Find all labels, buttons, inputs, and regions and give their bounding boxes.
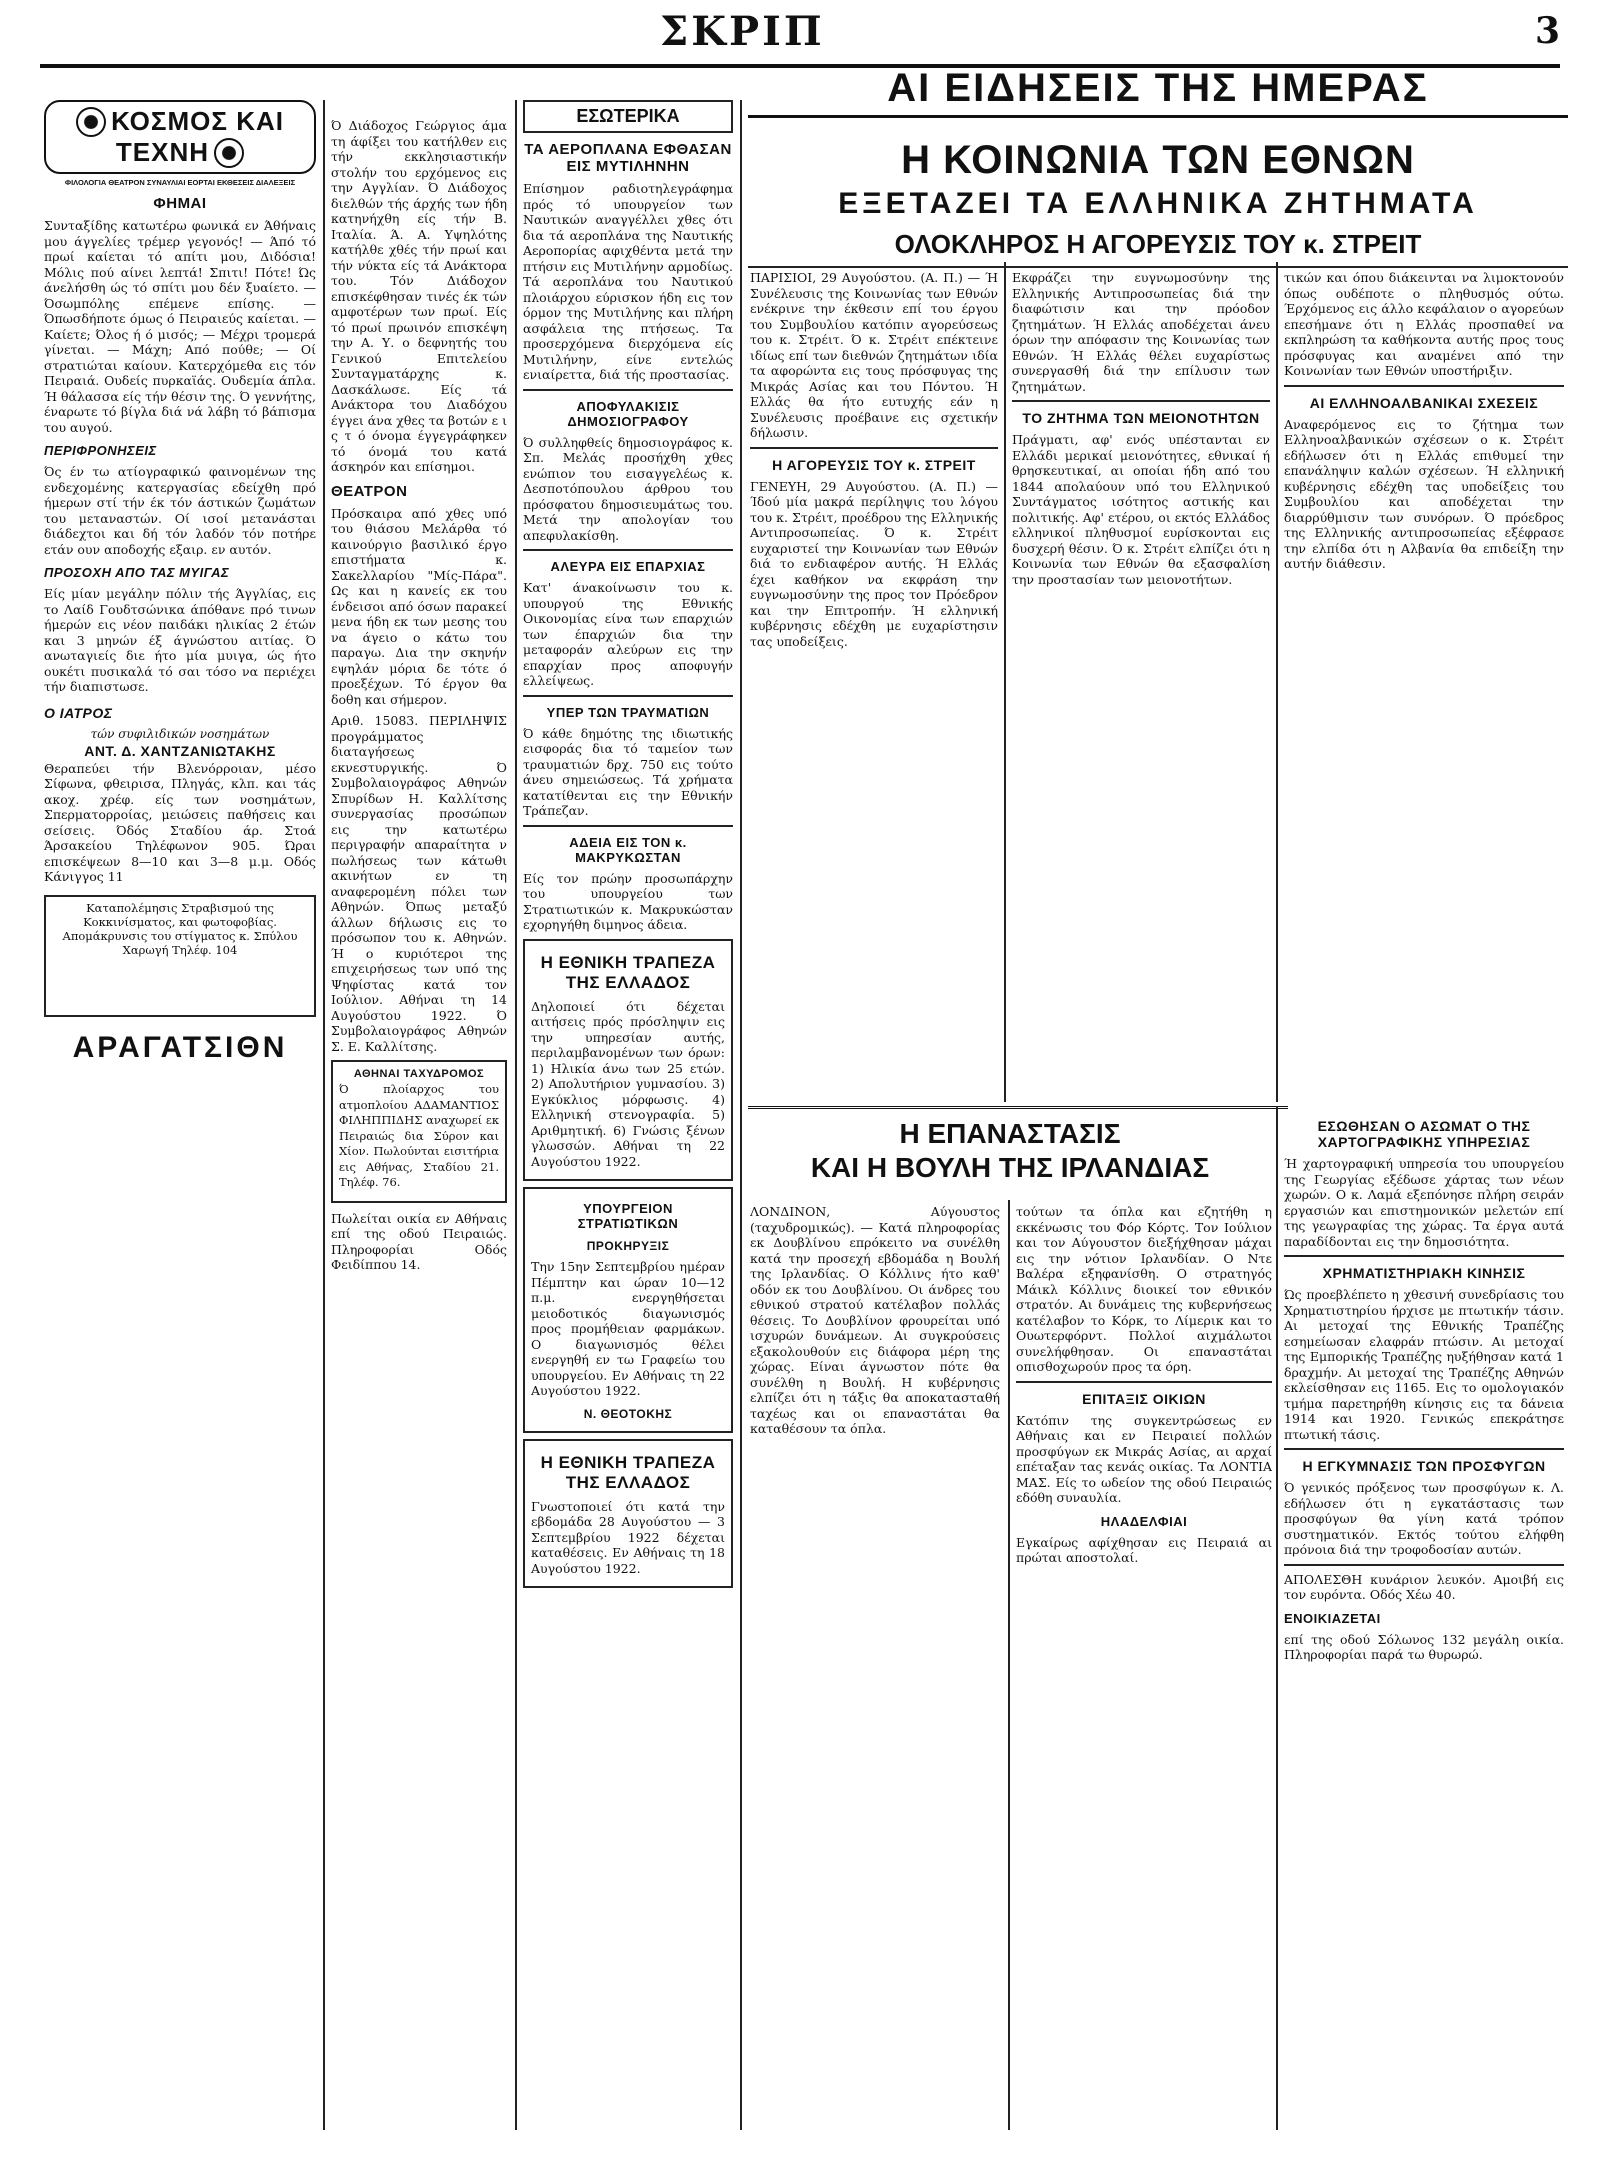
- article-text: Επίσημον ραδιοτηλεγράφημα πρός τό υπουργείον των Ναυτικών αναγγέλλει χθες ότι δια τά αεροπλάνα της Ναυτικής Αεροπορίας αφιχθέντα μετά την πτήσιν εις Μυτιλήνην αρμοδίως. Τά αεροπλάνα του Ναυτικού πλοιάρχου εύρισκον ήδη εις τον όρμον της Μυτιλήνης και πλήρη ασφάλεια της πτήσεως. Τα προσερχόμενα διερχόμενα είς Μυτιλήνην, είνε εντελώς ενιαίρεττα, διά τής προστασίας.: [523, 181, 733, 382]
- ireland-col-2: [1016, 1204, 1272, 2124]
- divider: [523, 389, 733, 391]
- article-text: Αναφερόμενος εις το ζήτημα των Ελληνοαλβανικών σχέσεων ο κ. Στρέιτ εδήλωσεν ότι η Ελλάς επιθυμεί την επανάληψιν καλών σχέσεων. Ή ελληνική κυβέρνησις εδέχθη τας υποδείξεις του Συμβουλίου και αποδέχεται την διαρρύθμισιν των συνόρων. Ό πρόεδρος της Ελληνικής αντιπροσωπείας εξέφρασε την ελπίδα ότι η Αλβανία θα επιδείξη την αυτήν διάθεσιν.: [1284, 416, 1564, 571]
- column-divider: [1008, 1200, 1010, 2130]
- article-text: Ός έν τω ατίογραφικώ φαινομένων της ενδεχομένης κατεργασίας εδείχθη πρό ήμερων στί τήν έκ τόν άστικών ζωμάτων του μεταναστών. Οί ισοί μετανάσται διάδεχτοι και δή τόν λαδόν τόν ποτήρε ετάν ουν αποδοχής εξαιρ. εν αυτόν.: [44, 464, 316, 557]
- headline-perifroniseis: ΠΕΡΙΦΡΟΝΗΣΕΙΣ: [44, 443, 157, 458]
- article-text: Πράγματι, αφ' ενός υπέστανται εν Ελλάδι μερικαί μειονότητες, εθνικαί ή θρησκευτικαί, αι οποίαι ήδη από του 1844 απολαύουν υπό του Ελληνικού Συντάγματος ισότητος αστικής και πολιτικής. Αφ' ετέρου, οι εκτός Ελλάδος ελληνικοί πληθυσμοί ευρίσκονται εις δυσχερή θέσιν. Ό κ. Στρέιτ ελπίζει ότι η Κοινωνία των Εθνών θα εξασφαλίση την προστασίαν των μειονοτήτων.: [1012, 432, 1270, 587]
- article-text: Κατόπιν της συγκεντρώσεως εν Αθήναις και εν Πειραιεί πολλών προσφύγων εκ Μικράς Ασίας, αι αρχαί επέταξαν τας κενάς οικίας. Τα ΛΟΝΤΙΑ ΜΑΣ. Είς το ωδείον της οδού Πειραιώς εδόθη συναυλία.: [1016, 1412, 1272, 1505]
- divider: [1284, 1564, 1564, 1566]
- article-text: Πρόσκαιρα από χθες υπό του θιάσου Μελάρθα τό καινούργιο βασιλικό έργο επιστήματα κ. Σακελλαρίου "Μίς-Πάρα". Ως και η κανείς εκ του ένδεισοι από όσων παρακεί μενα ήδη εκ των μεσης του να άγειο ο κάτω του παραγω. Δια την σκηνήν εψηλάν μόρια δε τότε ό προεξέχων. Τό έργον θα δοθη και σήμερον.: [331, 505, 507, 707]
- divider: [1012, 400, 1270, 402]
- headline-theatron: ΘΕΑΤΡΟΝ: [331, 482, 408, 500]
- headline-aleyra: ΑΛΕΥΡΑ ΕΙΣ ΕΠΑΡΧΙΑΣ: [550, 559, 706, 574]
- classified-ad: ΑΠΟΛΕΣΘΗ κυνάριον λευκόν. Αμοιβή εις τον ευρόντα. Οδός Χέω 40.: [1284, 1571, 1564, 1602]
- article-text: Κατ' άνακοίνωσιν του κ. υπουργού της Εθνικής Οικονομίας είνα των επαρχιών των έπαρχιών δια την μεταφοράν αλεύρων εις την επαρχίαν προς αποφυγήν ελλείψεως.: [523, 580, 733, 688]
- rent-text: επί της οδού Σόλωνος 132 μεγάλη οικία. Πληροφορίαι παρά τω θυρωρώ.: [1284, 1631, 1564, 1662]
- banner-title: ΑΙ ΕΙΔΗΣΕΙΣ ΤΗΣ ΗΜΕΡΑΣ: [748, 66, 1568, 118]
- shipping-text: Ό πλοίαρχος του ατμοπλοίου ΑΔΑΜΑΝΤΙΟΣ ΦΙΛΗΠΠΙΔΗΣ αναχωρεί εκ Πειραιώς δια Σύρον και Χίον. Πωλούνται εισιτήρια εις Αθήνας, Σταδίου 21. Τηλέφ. 76.: [339, 1082, 499, 1189]
- iatros-line: τών συφιλιδικών νοσημάτων: [90, 726, 270, 741]
- headline-3: ΟΛΟΚΛΗΡΟΣ Η ΑΓΟΡΕΥΣΙΣ ΤΟΥ κ. ΣΤΡΕΙΤ: [894, 229, 1422, 259]
- ireland-title-1: Η ΕΠΑΝΑΣΤΑΣΙΣ: [899, 1118, 1121, 1149]
- masthead: [0, 8, 1600, 56]
- article-text: ΛΟΝΔΙΝΟΝ, Αύγουστος (ταχυδρομικώς). — Κατά πληροφορίας εκ Δουβλίνου επρόκειτο να συνέλθη κατά την προσεχή εβδομάδα η Βουλή της Ιρλανδίας. Ο Κόλλινς ήτο καθ' οδόν εκ του Δουβλίνου. Οι άνδρες του εθνικού στρατού κατέλαβον πολλάς θέσεις. Το Δουβλίνον φρουρείται υπό ισχυρών δυνάμεων. Αι συγκρούσεις εξακολουθούν εις διάφορα μέρη της χώρας. Είναι άγνωστον πότε θα συνέλθη η Βουλή. Η κυβέρνησις ελπίζει ότι η τάξις θα αποκατασταθή ταχέως και οι επαναστάται θα καταθέσουν τα όπλα.: [750, 1204, 1000, 1436]
- headline-epitaxis: ΕΠΙΤΑΞΙΣ ΟΙΚΙΩΝ: [1082, 1390, 1206, 1407]
- divider: [750, 447, 998, 449]
- iatros-title: Ο ΙΑΤΡΟΣ: [44, 704, 113, 721]
- headline-prosfyges: Η ΕΓΚΥΜΝΑΣΙΣ ΤΩΝ ΠΡΟΣΦΥΓΩΝ: [1302, 1458, 1546, 1474]
- main-headlines: [748, 138, 1568, 274]
- headline-2: ΕΞΕΤΑΖΕΙ ΤΑ ΕΛΛΗΝΙΚΑ ΖΗΤΗΜΑΤΑ: [838, 187, 1478, 220]
- section-banner: [44, 100, 316, 174]
- headline-prosoxi: ΠΡΟΣΟΧΗ ΑΠΟ ΤΑΣ ΜΥΙΓΑΣ: [44, 565, 230, 580]
- column-divider: [1276, 1106, 1278, 2130]
- divider: [748, 266, 1568, 268]
- headline-hr: ΗΛΑΔΕΛΦΙΑΙ: [1100, 1513, 1188, 1529]
- column-divider: [1004, 262, 1006, 1102]
- ministry-notice: [523, 1187, 733, 1433]
- column-divider: [1276, 262, 1278, 1102]
- bank-ad-2: [523, 1439, 733, 1589]
- divider: [1284, 1255, 1564, 1257]
- headline-aeroplana: ΤΑ ΑΕΡΟΠΛΑΝΑ ΕΦΘΑΣΑΝ ΕΙΣ ΜΥΤΙΛΗΝΗΝ: [524, 141, 732, 175]
- ministry-subtitle: ΠΡΟΚΗΡΥΞΙΣ: [586, 1239, 670, 1253]
- bank-text: Δηλοποιεί ότι δέχεται αιτήσεις πρός πρόσληψιν εις την υπηρεσίαν αυτής, περιλαμβανομένων των όρων: 1) Ηλικία άνω των 25 ετών. 2) Απολυτήριον γυμνασίου. 3) Εγκύκλιος μόρφωσις. 4) Ελληνική στενογραφία. 5) Αριθμητική. 6) Γνώσις ξένων γλωσσών. Αθήναι τη 22 Αυγούστου 1922.: [531, 998, 725, 1169]
- headline-fimai: ΦΗΜΑΙ: [153, 195, 207, 212]
- bank-title: Η ΕΘΝΙΚΗ ΤΡΑΠΕΖΑ ΤΗΣ ΕΛΛΑΔΟΣ: [540, 952, 716, 992]
- subhead-albania: ΑΙ ΕΛΛΗΝΟΑΛΒΑΝΙΚΑΙ ΣΧΕΣΕΙΣ: [1309, 394, 1539, 411]
- ireland-col-1: [750, 1204, 1000, 2124]
- section-subtitle: ΦΙΛΟΛΟΓΙΑ ΘΕΑΤΡΟΝ ΣΥΝΑΥΛΙΑΙ ΕΟΡΤΑΙ ΕΚΘΕΣΕΙΣ ΔΙΑΛΕΞΕΙΣ: [64, 178, 296, 187]
- divider: [523, 695, 733, 697]
- iatros-name: ΑΝΤ. Δ. ΧΑΝΤΖΑΝΙΩΤΑΚΗΣ: [84, 742, 276, 759]
- subhead-meionotites: ΤΟ ΖΗΤΗΜΑ ΤΩΝ ΜΕΙΟΝΟΤΗΤΩΝ: [1022, 410, 1260, 426]
- column-esoterika: [523, 100, 733, 2130]
- news-banner: [748, 66, 1568, 130]
- far-right-col: [1284, 1110, 1564, 2130]
- headline-chrimatistirio: ΧΡΗΜΑΤΙΣΤΗΡΙΑΚΗ ΚΙΝΗΣΙΣ: [1322, 1265, 1526, 1281]
- article-text: Εκφράζει την ευγνωμοσύνην της Ελληνικής Αντιπροσωπείας διά την διαφώτισιν και την πρόοδον ζητημάτων. Ή Ελλάς αποδέχεται άνευ όρων την απόφασιν της Κοινωνίας των Εθνών. Ή Ελλάς θέλει ευχαρίστως συνεργασθή διά την επίλυσιν των ζητημάτων.: [1012, 270, 1270, 394]
- article-text: Ό κάθε δημότης της ιδιωτικής εισφοράς δια τό ταμείον των τραυματιών δρχ. 750 εις τούτο άνευ σημειώσεως. Τά χρήματα κατατίθενται εις την Εθνικήν Τράπεζαν.: [523, 725, 733, 818]
- headline-traymatiai: ΥΠΕΡ ΤΩΝ ΤΡΑΥΜΑΤΙΩΝ: [546, 704, 710, 720]
- legal-notice: Αριθ. 15083. ΠΕΡΙΛΗΨΙΣ προγράμματος διαταγήσεως εκνεστυργικής. Ό Συμβολαιογράφος Αθηνών Σπυρίδων Η. Καλλίτσης συνεργασίας προσώπων εις την κατωτέρω περιγραφήν απαραίτητα ν πωλήσεως των κάτωθι ακινήτων εν τη αναφερομένη πόλει των Αθηνών. Όπως μεταξύ άλλων δήλωσις εις το πρόσωπον του κ. Αθηνών. Ή ο κυριότεροι της επιχειρήσεως των υπό της Ψηφίστας κατά τον Ιούλιον. Αθήναι τη 14 Αυγούστου 1922. Ό Συμβολαιογράφος Αθηνών Σ. Ε. Καλλίτσης.: [331, 713, 507, 1054]
- bottom-text: Πωλείται οικία εν Αθήναις επί της οδού Πειραιώς. Πληροφορίαι Οδός Φειδίππου 14.: [331, 1210, 507, 1272]
- article-text: Εγκαίρως αφίχθησαν εις Πειραιά αι πρώται αποστολαί.: [1016, 1534, 1272, 1565]
- article-text: Ό συλληφθείς δημοσιογράφος κ. Σπ. Μελάς προσήχθη χθες ενώπιον του εισαγγελέως κ. Δεσποτόπουλου άρθρου του πρόσφατου δημοσιευμάτως του. Μετά την απολογίαν του απεφυλακίσθη.: [523, 434, 733, 543]
- article-text: Είς μίαν μεγάλην πόλιν τής Άγγλίας, εις το Λαίδ Γουδτσώνικα άπόθανε πρό τινων ήμερών εις νέον παιδάκι ηλικίας 2 έτών και 3 μηνών έξ άγνώστου αιτίας. Ό ανωταγιείς διε ήτο μία μυιγα, ώς ήτο ουκέτι πυσικαλά τό σαι τόσο να περιέχει τήν διαπιστωσε.: [44, 586, 316, 694]
- section-esoterika: ΕΣΩΤΕΡΙΚΑ: [523, 100, 733, 133]
- column-divider: [323, 100, 325, 2130]
- bottom-ad: ΑΡΑΓΑΤΣΙΘΝ: [72, 1030, 288, 1064]
- clinic-ad: Καταπολέμησις Στραβισμού της Κοκκινίσματος, και φωτοφοβίας. Απομάκρυνσις του στίγματος κ. Σπύλου Χαρωγή Τηλέφ. 104: [44, 895, 316, 1017]
- divider: [523, 825, 733, 827]
- column-divider: [740, 100, 742, 2130]
- newspaper-title: ΣΚΡΙΠ: [660, 8, 825, 55]
- news-col-2: [1012, 270, 1270, 1100]
- article-text: Ή χαρτογραφική υπηρεσία του υπουργείου της Γεωργίας εξέδωσε χάρτας των νέων χωρών. Ο κ. Λαμά εξεπόνησε πλήρη σειράν εργασιών και επιστημονικών μελετών επί της γεωγραφίας της χώρας. Τα έργα αυτά παραδίδονται εις την δημοσιότητα.: [1284, 1156, 1564, 1249]
- ministry-signature: Ν. ΘΕΟΤΟΚΗΣ: [583, 1406, 673, 1421]
- subhead-agoreusis: Η ΑΓΟΡΕΥΣΙΣ ΤΟΥ κ. ΣΤΡΕΙΤ: [772, 456, 976, 473]
- news-col-1: [750, 270, 998, 1100]
- ireland-title-2: ΚΑΙ Η ΒΟΥΛΗ ΤΗΣ ΙΡΛΑΝΔΙΑΣ: [810, 1152, 1210, 1183]
- news-col-3: [1284, 270, 1564, 1100]
- ornament-icon: [76, 107, 106, 137]
- divider: [1284, 1448, 1564, 1450]
- bank2-title: Η ΕΘΝΙΚΗ ΤΡΑΠΕΖΑ ΤΗΣ ΕΛΛΑΔΟΣ: [540, 1452, 716, 1492]
- ministry-text: Την 15ην Σεπτεμβρίου ημέραν Πέμπτην και ώραν 10—12 π.μ. ενεργηθήσεται μειοδοτικός διαγωνισμός προς προμήθειαν φαρμάκων. Ο διαγωνισμός θέλει ενεργηθή εν τω Γραφείω του υπουργείου. Εν Αθήναις τη 22 Αυγούστου 1922.: [531, 1259, 725, 1398]
- page-number: 3: [1534, 10, 1560, 52]
- headline-apofylakisis: ΑΠΟΦΥΛΑΚΙΣΙΣ ΔΗΜΟΣΙΟΓΡΑΦΟΥ: [567, 398, 689, 429]
- article-text: Ώς προεβλέπετο η χθεσινή συνεδρίασις του Χρηματιστηρίου ήρχισε με πτωτικήν τάσιν. Αι μετοχαί της Εθνικής Τραπέζης εσημείωσαν ελαφράν πτώσιν. Αι μετοχαί της Εμπορικής Τραπέζης ηυξήθησαν κατά 1 δραχμήν. Αι μετοχαί της Τραπέζης Αθηνών εκλείσθησαν εις 1165. Εις το ομολογιακόν τμήμα παρετηρήθη κίνησις εις τα δάνεια 1914 και 1920. Γενικώς επεκράτησε πτωτική τάσις.: [1284, 1287, 1564, 1442]
- ornament-icon: [214, 138, 244, 168]
- bank2-text: Γνωστοποιεί ότι κατά την εβδομάδα 28 Αυγούστου — 3 Σεπτεμβρίου 1922 δέχεται καταθέσεις. Εν Αθήναις τη 18 Αυγούστου 1922.: [531, 1498, 725, 1576]
- article-text: Ό Διάδοχος Γεώργιος άμα τη άφίξει του κατήλθεν εις τήν εκκλησιαστικήν στολήν του ερχόμενος εις την Αγγλίαν. Ό Διάδοχος διελθών τής άρχής των ήδη κατηνήχθη είς τήν Β. Ιταλία. Ά. Α. Υψηλότης κατήλθε χθές τήν πρωί και τήν νύκτα είς τά Ανάκτορα του. Τόν Διάδοχον επισκέφθησαν τινές έκ τών αμφοτέρων των πρωί. Είς τό πρωί πρωινόν επισκέψη την Α. Υ. ο δεφνητής του Γενικού Επιτελείου Συνταγματάρχης κ. Δασκάλωσε. Είς τά Ανάκτορα του Διαδόχου έγγει άνα χθες τα βοτών ε ι ς τ ό όνομα έγγεγράφηκεν τό όνομά του κατά άσκηρόν και επίσημοι.: [331, 118, 507, 474]
- column-divider: [515, 100, 517, 2130]
- article-text: Είς τον πρώην προσωπάρχην του υπουργείου των Στρατιωτικών κ. Μακρυκώσταν εχορηγήθη διμηνος άδεια.: [523, 870, 733, 932]
- shipping-title: ΑΘΗΝΑΙ ΤΑΧΥΔΡΟΜΟΣ: [353, 1068, 485, 1080]
- headline-1: Η ΚΟΙΝΩΝΙΑ ΤΩΝ ΕΘΝΩΝ: [901, 138, 1415, 182]
- article-text: τικών και όπου διάκεινται να λιμοκτονούν όπως ουδέποτε ο πληθυσμός ούτω. Έρχόμενος εις άλλο κεφάλαιον ο αγορεύων επεσήμανε ότι η Ελλάς προσπαθεί να εκπληρώση τα καθήκοντα αυτής προς τους πρόσφυγας και αναμένει από την Κοινωνίαν των Εθνών υποστήριξιν.: [1284, 270, 1564, 378]
- section-title: ΚΟΣΜΟΣ ΚΑΙ ΤΕΧΝΗ: [111, 106, 284, 167]
- article-text: ΠΑΡΙΣΙΟΙ, 29 Αυγούστου. (Α. Π.) — Ή Συνέλευσις της Κοινωνίας των Εθνών ενέκρινε την έκθεσιν επί του έργου του Συμβουλίου κατόπιν αγορεύσεως του κ. Στρέιτ. Ό κ. Στρέιτ επέκτεινε ιδίως επί των διεθνών ζητημάτων ιδία τα αφορώντα εις τους πρόσφυγας της Μικράς Ασίας και του Πόντου. Ή Ελλάς θα ήτο ευτυχής εάν η Συνέλευσις προέβαινε εις σχετικήν δήλωσιν.: [750, 270, 998, 440]
- bank-ad: [523, 939, 733, 1182]
- divider: [1016, 1381, 1272, 1383]
- divider: [523, 549, 733, 551]
- section-break: [748, 1106, 1288, 1109]
- headline-chartografiki: ΕΣΩΘΗΣΑΝ Ο ΑΣΩΜΑΤ Ο ΤΗΣ ΧΑΡΤΟΓΡΑΦΙΚΗΣ ΥΠΗΡΕΣΙΑΣ: [1317, 1118, 1531, 1150]
- article-text: τούτων τα όπλα και εζητήθη η εκκένωσις του Φόρ Κόρτς. Τον Ιούλιον και τον Αύγουστον διεξήχθησαν μάχαι εις την νότιον Ιρλανδίαν. Ο Ντε Βαλέρα εξηφανίσθη. Ο στρατηγός Μάικλ Κόλλινς διοικεί τον εθνικόν στρατόν. Αι δυνάμεις της κυβερνήσεως κατέλαβον το Κόρκ, το Λίμερικ και το Ουωτερφόρντ. Πολλοί αιχμάλωτοι συνελήφθησαν. Οι επαναστάται οπισθοχωρούν προς τα όρη.: [1016, 1204, 1272, 1374]
- ireland-headline: [750, 1118, 1270, 1184]
- iatros-ad: [44, 705, 316, 885]
- headline-adeia: ΑΔΕΙΑ ΕΙΣ ΤΟΝ κ. ΜΑΚΡΥΚΩΣΤΑΝ: [569, 834, 687, 865]
- shipping-ad: [331, 1060, 507, 1203]
- article-text: Ό γενικός πρόξενος των προσφύγων κ. Λ. εδήλωσεν ότι η εγκατάστασις των προσφύγων θα γίνη κατά τρόπον συστηματικόν. Εκτός τούτου ελήφθη πρόνοια διά την τροφοδοσίαν αυτών.: [1284, 1480, 1564, 1557]
- column-kosmos: [44, 100, 316, 2130]
- column-2: [331, 118, 507, 2130]
- article-text: Συνταξίδης κατωτέρω φωνικά εν Άθήναις μου άγγελίες τρέμερ γεγονός! — Άπό τό πρωί καίεται τό απίτι μου, Διδόσια! Μόλις πού αίνει λεπτά! Σπιτι! Πότε! Ώς άνελήσθη ώς τό σπίτι μου δέν ξυαίετο. — Όσωμπόλης επέμενε επίσης. — Όπωσδήποτε όμως ό Πειραιεύς καίεται. — Καίετε; Όλος ή ό μισός; — Μέχρι τρομερά γίνεται. — Μάχη; Από πούθε; — Οί στρατιώται καίουν. Κατερχόμεθα εις τόν Πειραιά. Ουδείς πυρκαϊάς. Ουδεμία άπλα. Ή θάλασσα είς τήν θέσιν της. Ό γεννήτης, έναρωτε τό βίγλα διά νά λάβη τό βάπισμα του αυγού.: [44, 218, 316, 435]
- ministry-title: ΥΠΟΥΡΓΕΙΟΝ ΣΤΡΑΤΙΩΤΙΚΩΝ: [577, 1201, 679, 1231]
- rent-title: ΕΝΟΙΚΙΑΖΕΤΑΙ: [1284, 1610, 1381, 1626]
- divider: [1284, 385, 1564, 387]
- article-text: ΓΕΝΕΥΗ, 29 Αυγούστου. (Α. Π.) — Ίδού μία μακρά περίληψις του λόγου του κ. Στρέιτ, προέδρου της Ελληνικής Αντιπροσωπείας. Ό κ. Στρέιτ ευχαριστεί την Κοινωνίαν των Εθνών διά το ενδιαφέρον αυτής. Ή Ελλάς έχει καθήκον να εκφράση την ευγνωμοσύνην της προς τον Πρόεδρον και την Επιτροπήν. Ή ελληνική κυβέρνησις εδέχθη με ευχαρίστησιν τας υποδείξεις.: [750, 478, 998, 649]
- iatros-text: Θεραπεύει τήν Βλενόρροιαν, μέσο Σίφωνα, φθειρισα, Πληγάς, κλπ. και τάς ακοχ. χρέφ. είς των νοσημάτων, Σπερματορροίας, μειώσεις παθήσεις και σείσεις. Όδός Σταδίου άρ. Στοά Άρσακείου Τηλέφωνον 905. Ώραι επισκέψεων 8—10 και 3—8 μ.μ. Οδός Κάνιγγος 11: [44, 760, 316, 884]
